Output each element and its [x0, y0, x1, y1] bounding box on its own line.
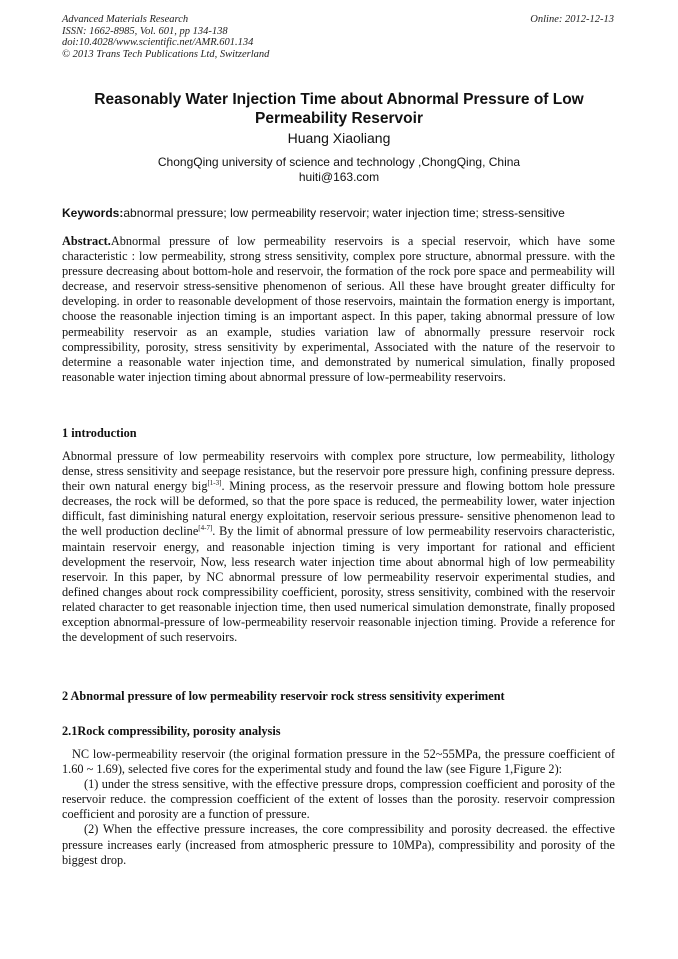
author-email: huiti@163.com — [298, 170, 380, 184]
section-heading-introduction: 1 introduction — [62, 426, 137, 440]
affiliation: ChongQing university of science and technology ,ChongQing, China — [157, 155, 521, 169]
intro-text-part1: Abnormal pressure of low permeability reservoirs with complex pore structure, low permeability, lithology dense, stress sensitivity and seepage resistance, but the reservoir pore pressure high, confining pressure depress. their own natural energy big — [62, 449, 615, 494]
paragraph-finding-2: (2) When the effective pressure increases, the core compressibility and porosity decreased. the effective pressure increases early (increased from atmospheric pressure to 10MPa), compressibility and porosity of the biggest drop. — [62, 822, 615, 867]
journal-name: Advanced Materials Research — [62, 14, 189, 25]
section-heading-2-1: 2.1Rock compressibility, porosity analysis — [62, 724, 281, 738]
intro-text-part2: . Mining process, as the reservoir pressure and flowing bottom hole pressure decreases, the rock will be deformed, so that the pore space is reduced, the permeability lower, water injection difficult, fast diminishing natural energy exploitation, reservoir serious pressure- sensitive phenomenon lead to the well production decline — [62, 479, 615, 539]
author-name: Huang Xiaoliang — [287, 130, 391, 146]
keywords-label: Keywords: — [62, 206, 124, 220]
paper-title: Reasonably Water Injection Time about Abnormal Pressure of Low Permeability Reservoir — [94, 91, 584, 127]
abstract-label: Abstract. — [62, 234, 111, 248]
doi-line: doi:10.4028/www.scientific.net/AMR.601.134 — [62, 37, 254, 48]
abstract — [62, 234, 615, 385]
paragraph-finding-1: (1) under the stress sensitive, with the effective pressure drops, compression coefficient and porosity of the reservoir reduce. the compression coefficient of the extent of losses than the porosity. reservoir compression coefficient and porosity are a function of pressure. — [62, 777, 615, 822]
copyright-line: © 2013 Trans Tech Publications Ltd, Switzerland — [62, 48, 270, 60]
introduction-paragraph — [62, 449, 615, 645]
issn-line: ISSN: 1662-8985, Vol. 601, pp 134-138 — [62, 25, 228, 37]
keywords-line — [62, 206, 622, 220]
citation-ref-4-7: [4-7] — [198, 524, 213, 533]
intro-text-part3: . By the limit of abnormal pressure of low permeability reservoirs characteristic, maintain reservoir energy, and reasonable injection timing is very important for rational and efficient development the reservoir, Now, less research water injection time about abnormal high of low permeability reservoir. In this paper, by NC abnormal pressure of low permeability reservoir experimental studies, and defined changes about rock compressibility coefficient, porosity, stress sensitivity, combined with the reservoir related character to get reasonable injection time, then used numerical simulation demonstrate, finally proposed exception abnormal-pressure of low-permeability reservoir reasonable injection timing. Provide a reference for the development of such reservoirs. — [62, 524, 615, 645]
abstract-text: Abnormal pressure of low permeability reservoirs is a special reservoir, which have some characteristic : low permeability, strong stress sensitivity, complex pore structure, abnormal pressure. with the pressure decreasing about bottom-hole and reservoir, the formation of the rock pore space and permeability will decrease, and reservoir stress-sensitive phenomenon of serious. All these have brought greater difficulty for developing. in order to reasonable development of those reservoirs, maintain the formation energy is important, choose the reasonable injection timing is an important aspect. In this paper, taking abnormal pressure of low permeability reservoir as an example, studies variation law of abnormally pressure reservoir rock compressibility, porosity, stress sensitivity by experimental, Associated with the nature of the reservoir to determine a reasonable water injection time, and demonstrated by numerical simulation, finally proposed reasonable water injection timing about abnormal pressure of low-permeability reservoirs. — [62, 234, 615, 384]
paragraph-nc-reservoir: NC low-permeability reservoir (the original formation pressure in the 52~55MPa, the pressure coefficient of 1.60 ~ 1.69), selected five cores for the experimental study and found the law (see Figure 1,Figure 2): — [62, 747, 615, 777]
section-2-1-body — [62, 747, 615, 868]
keywords-text: abnormal pressure; low permeability reservoir; water injection time; stress-sensitive — [123, 206, 565, 220]
online-date: Online: 2012-12-13 — [530, 14, 614, 25]
citation-ref-1-3: [1-3] — [207, 479, 222, 488]
journal-metadata — [62, 14, 269, 60]
affiliation-block — [62, 155, 616, 185]
section-heading-2: 2 Abnormal pressure of low permeability reservoir rock stress sensitivity experiment — [62, 689, 505, 703]
